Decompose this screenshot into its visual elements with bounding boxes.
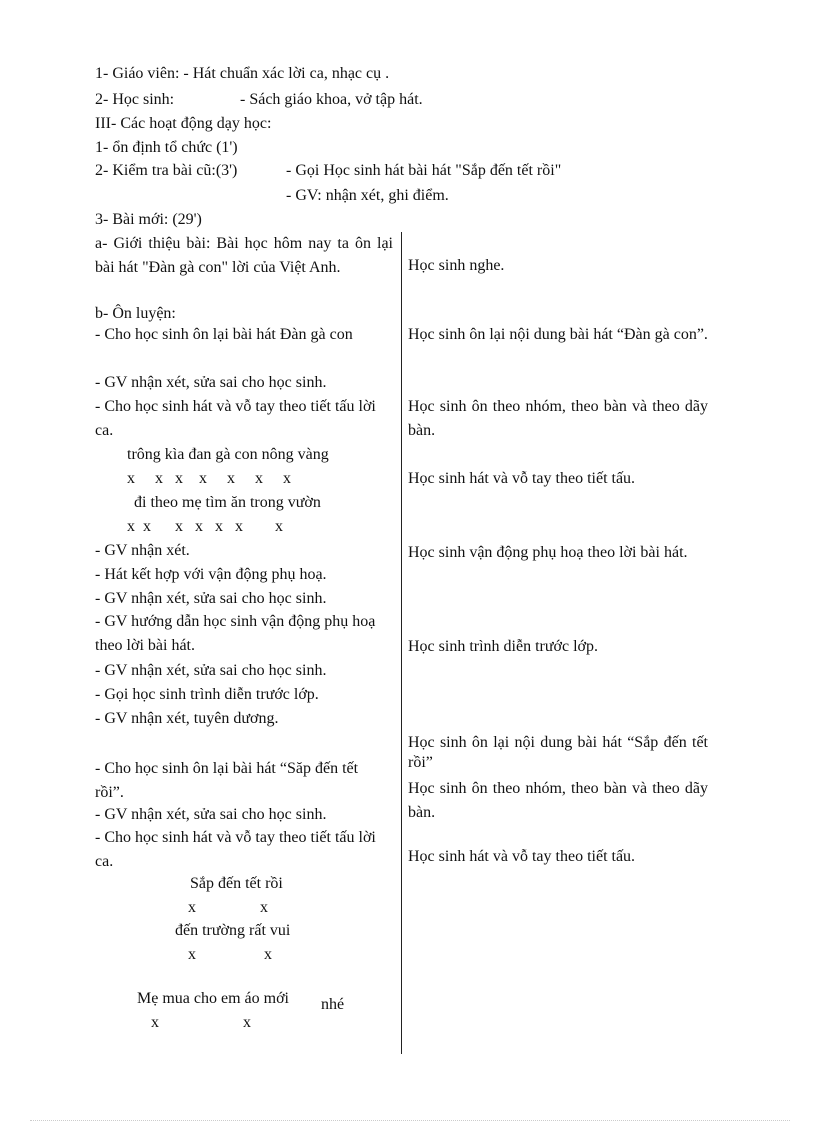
teacher-prep-line: 1- Giáo viên: - Hát chuẩn xác lời ca, nhạc cụ . bbox=[95, 65, 390, 82]
rhythm-line: x x x x x x x bbox=[127, 470, 291, 487]
student-response: Học sinh ôn lại nội dung bài hát “Sắp đến tết rồi” bbox=[408, 734, 708, 771]
rhythm-line: x x bbox=[188, 946, 272, 963]
lyric-line: đi theo mẹ tìm ăn trong vườn bbox=[134, 494, 321, 511]
practice-heading: b- Ôn luyện: bbox=[95, 305, 176, 322]
rhythm-line: x x bbox=[151, 1014, 251, 1031]
activity-item: - Cho học sinh hát và vỗ tay theo tiết tấu lời ca. bbox=[95, 829, 376, 870]
activity-item: - GV nhận xét, tuyên dương. bbox=[95, 710, 279, 727]
activity-item: - Cho học sinh hát và vỗ tay theo tiết tấu lời ca. bbox=[95, 398, 376, 439]
column-divider bbox=[401, 232, 402, 1054]
page-bottom-rule bbox=[30, 1120, 790, 1121]
student-response: Học sinh nghe. bbox=[408, 257, 505, 274]
student-response: Học sinh trình diễn trước lớp. bbox=[408, 638, 599, 655]
activity-item: - GV nhận xét, sửa sai cho học sinh. bbox=[95, 662, 327, 679]
student-response: Học sinh hát và vỗ tay theo tiết tấu. bbox=[408, 470, 636, 487]
activity-item: - GV nhận xét, sửa sai cho học sinh. bbox=[95, 806, 327, 823]
student-response: Học sinh ôn theo nhóm, theo bàn và theo dãy bàn. bbox=[408, 398, 708, 439]
organize-line: 1- ổn định tổ chức (1') bbox=[95, 139, 238, 156]
student-prep-text: - Sách giáo khoa, vở tập hát. bbox=[240, 91, 423, 108]
student-prep-label: 2- Học sinh: bbox=[95, 91, 175, 108]
activity-item: - GV hướng dẫn học sinh vận động phụ hoạ theo lời bài hát. bbox=[95, 613, 376, 654]
new-lesson-heading: 3- Bài mới: (29') bbox=[95, 211, 202, 228]
activity-item: - GV nhận xét, sửa sai cho học sinh. bbox=[95, 590, 327, 607]
student-response: Học sinh ôn theo nhóm, theo bàn và theo dãy bàn. bbox=[408, 780, 708, 821]
student-response: Học sinh ôn lại nội dung bài hát “Đàn gà con”. bbox=[408, 326, 708, 343]
review-label: 2- Kiểm tra bài cũ:(3') bbox=[95, 162, 238, 179]
lyric-line: Mẹ mua cho em áo mới bbox=[137, 990, 289, 1007]
review-comment: - GV: nhận xét, ghi điểm. bbox=[286, 187, 449, 204]
activity-item: - Cho học sinh ôn lại bài hát “Săp đến tết rồi”. bbox=[95, 760, 359, 801]
activity-item: - Hát kết hợp với vận động phụ hoạ. bbox=[95, 566, 327, 583]
activity-item: - Gọi học sinh trình diễn trước lớp. bbox=[95, 686, 319, 703]
rhythm-line: x x x x x x x bbox=[127, 518, 283, 535]
student-response: Học sinh vận động phụ hoạ theo lời bài hát. bbox=[408, 544, 688, 561]
activity-item: - Cho học sinh ôn lại bài hát Đàn gà con bbox=[95, 326, 353, 343]
lyric-line: Sắp đến tết rồi bbox=[190, 875, 283, 892]
lyric-line-suffix: nhé bbox=[321, 996, 345, 1013]
lyric-line: trông kìa đan gà con nông vàng bbox=[127, 446, 329, 463]
activity-item: - GV nhận xét, sửa sai cho học sinh. bbox=[95, 374, 327, 391]
lyric-line: đến trường rất vui bbox=[175, 922, 291, 939]
rhythm-line: x x bbox=[188, 899, 268, 916]
activity-item: - GV nhận xét. bbox=[95, 542, 190, 559]
intro-paragraph: a- Giới thiệu bài: Bài học hôm nay ta ôn lại bài hát "Đàn gà con" lời của Việt Anh. bbox=[95, 235, 393, 276]
review-text: - Gọi Học sinh hát bài hát "Sắp đến tết rồi" bbox=[286, 162, 562, 179]
section-heading-activities: III- Các hoạt động dạy học: bbox=[95, 115, 272, 132]
student-response: Học sinh hát và vỗ tay theo tiết tấu. bbox=[408, 848, 636, 865]
